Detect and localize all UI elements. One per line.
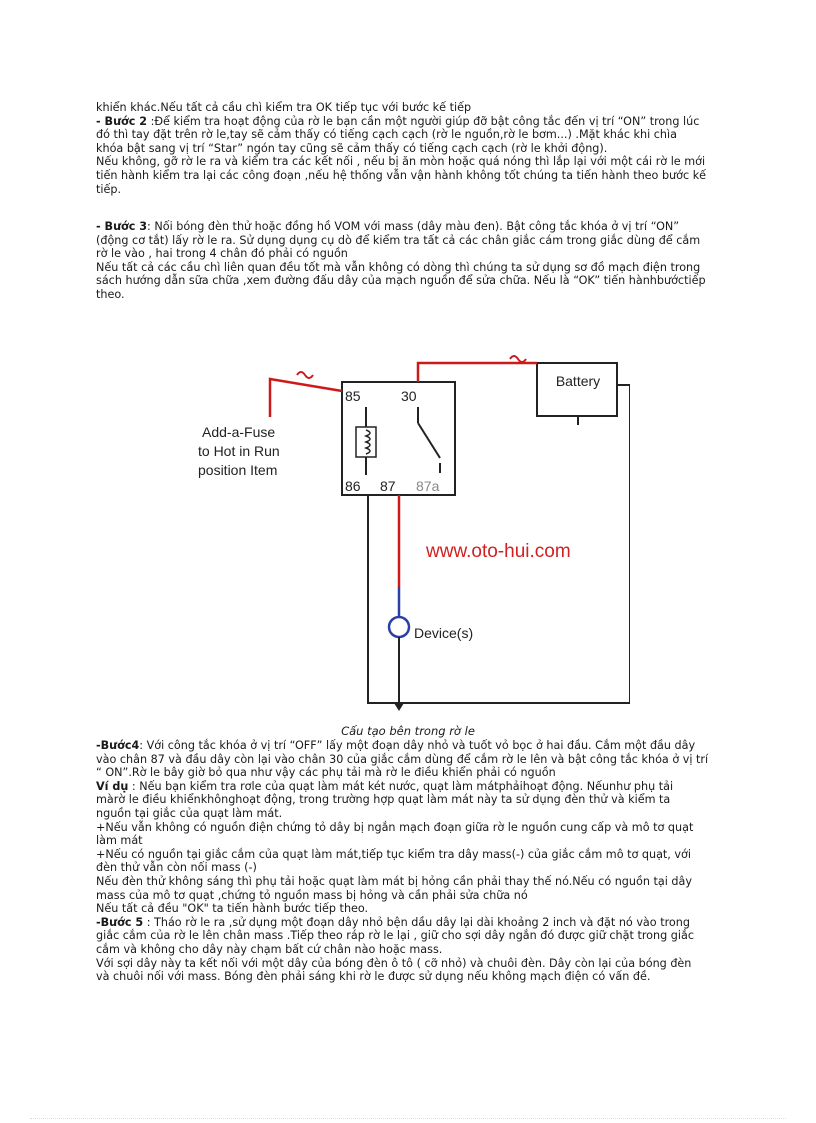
ground-arrow-icon xyxy=(394,703,404,711)
intro-text-block xyxy=(96,101,724,196)
text-line: làm mát xyxy=(96,834,143,848)
step4-5-text-block xyxy=(96,739,724,984)
step5-paragraph xyxy=(96,916,724,930)
text-line: vào chân 87 và đầu dây còn lại vào chân 30 của giắc cắm dùng để cắm rờ le lên và bật công tắc khóa ở vị trí xyxy=(96,752,709,766)
step4-label: -Bước4 xyxy=(96,739,140,752)
page-bottom-border xyxy=(30,1118,786,1119)
text-line: và chuôi nối với mass. Bóng đèn phải sáng khi rờ le được sử dụng nếu không mạch điện có vấn đề. xyxy=(96,970,651,984)
text-line: mass của mô tơ quạt ,chứng tỏ nguồn mass bị hỏng và cần phải sửa chữa nó xyxy=(96,888,528,902)
text-line: +Nếu vẫn không có nguồn điện chứng tỏ dây bị ngắn mạch đoạn giữa rờ le nguồn cung cấp và mô tơ quạt xyxy=(96,820,694,834)
text-line: Nếu tất cả đều "OK" ta tiến hành bước tiếp theo. xyxy=(96,902,369,916)
device-label: Device(s) xyxy=(414,625,474,641)
step2-paragraph xyxy=(96,115,724,129)
text-line: : Tháo rờ le ra ,sử dụng một đoạn dây nhỏ bện dầu dây lại dài khoảng 2 inch và đặt nó vào trong xyxy=(143,915,690,929)
relay-wiring-diagram xyxy=(190,355,630,715)
pin-85-label: 85 xyxy=(345,388,361,404)
fuse-label-line2: to Hot in Run xyxy=(198,443,280,459)
text-line: giắc cắm của rờ le lên chân mass .Tiếp theo ráp rờ le lại , giữ cho sợi dây ngắn đó được giữ chặt trong giắc xyxy=(96,929,694,943)
battery-fuse-icon xyxy=(510,356,526,362)
pin-87a-label: 87a xyxy=(416,478,440,494)
text-line: tiến hành kiểm tra lại các công đoạn ,nếu hệ thống vẫn vận hành không tốt chúng ta tiến hành theo bước kế xyxy=(96,168,707,182)
device-icon xyxy=(389,617,409,637)
text-line: “ ON”.Rờ le bây giờ bỏ qua như vậy các phụ tải mà rờ le điều khiển phải có nguồn xyxy=(96,766,556,780)
step3-label: - Bước 3 xyxy=(96,220,148,233)
text-line: Nếu tất cả các cầu chì liên quan đều tốt mà vẫn không có dòng thì chúng ta sử dụng sơ đồ mạch điện trong xyxy=(96,260,701,274)
text-line: khiển khác.Nếu tất cả cầu chì kiểm tra OK tiếp tục với bước kế tiếp xyxy=(96,101,472,114)
fuse-label-line3: position Item xyxy=(198,462,278,478)
text-line: đèn thử vẫn còn nối mass (-) xyxy=(96,861,257,875)
text-line: : Với công tắc khóa ở vị trí “OFF” lấy một đoạn dây nhỏ và tuốt vỏ bọc ở hai đầu. Cắm một đầu dây xyxy=(139,739,696,752)
text-line: :Để kiểm tra hoạt động của rờ le bạn cần một người giúp đỡ bật công tắc đến vị trí “ON” trong lúc xyxy=(147,114,700,128)
step5-label: -Bước 5 xyxy=(96,915,144,929)
step2-label: - Bước 2 xyxy=(96,114,148,128)
text-line: khóa bật sang vị trí “Star” ngón tay cũng sẽ cảm thấy có tiếng cạch cạch (rờ le khởi động). xyxy=(96,141,608,155)
text-line: đó thì tay đặt trên rờ le,tay sẽ cảm thấy có tiếng cạch cạch (rờ le nguồn,rờ le bơm...) .Mặt khác khi chìa xyxy=(96,128,677,142)
text-line: theo. xyxy=(96,287,125,301)
text-line: cắm và không cho dây này chạm bất cứ chân nào hoặc mass. xyxy=(96,942,443,956)
pin-87-label: 87 xyxy=(380,478,396,494)
example-label: Ví dụ xyxy=(96,779,129,793)
text-line: : Nếu bạn kiểm tra rơle của quạt làm mát két nước, quạt làm mátphảihoạt động. Nếunhư phụ tải xyxy=(128,779,674,793)
pin-30-label: 30 xyxy=(401,388,417,404)
battery-wire xyxy=(418,363,537,382)
text-line: tiếp. xyxy=(96,182,122,196)
battery-label: Battery xyxy=(555,373,601,389)
fuse-wire xyxy=(270,379,342,417)
fuse-icon xyxy=(297,372,313,378)
text-line: (động cơ tắt) lấy rờ le ra. Sử dụng dụng cụ dò để kiểm tra tất cả các chân giắc cám trong giắc dùng để cắm xyxy=(96,233,701,247)
text-line: sách hướng dẫn sữa chữa ,xem đường đấu dây của mạch nguồn để sửa chữa. Nếu là “OK” tiến hànhbướctiếp xyxy=(96,274,706,288)
text-line: Nếu đèn thử không sáng thì phụ tải hoặc quạt làm mát bị hỏng cần phải thay thế nó.Nếu có nguồn tại dây xyxy=(96,874,692,888)
text-line: nguồn tại giắc của quạt làm mát. xyxy=(96,806,283,820)
battery-box xyxy=(537,363,617,416)
text-line: Với sợi dây này ta kết nối với một dây của bóng đèn ô tô ( cỡ nhỏ) và chuôi đèn. Dây còn lại của bóng đèn xyxy=(96,956,692,970)
example-paragraph xyxy=(96,780,724,794)
step3-paragraph xyxy=(96,220,724,234)
text-line: màrờ le điều khiểnkhônghoạt động, trong trường hợp quạt làm mát này ta sử dụng đèn thử và kiểm ta xyxy=(96,793,671,807)
text-line: rờ le vào , hai trong 4 chân đó phải có nguồn xyxy=(96,247,348,261)
text-line: +Nếu có nguồn tại giắc cắm của quạt làm mát,tiếp tục kiểm tra dây mass(-) của giắc cắm mô tơ quạt, với xyxy=(96,847,691,861)
text-line: : Nối bóng đèn thử hoặc đồng hồ VOM với mass (dây màu đen). Bật công tắc khóa ở vị trí “ON” xyxy=(147,220,680,233)
fuse-label-line1: Add-a-Fuse xyxy=(202,424,276,440)
text-line: Nếu không, gỡ rờ le ra và kiểm tra các kết nối , nếu bị ăn mòn hoặc quá nóng thì lắp lại với một cái rờ le mới xyxy=(96,155,706,169)
step4-paragraph xyxy=(96,739,724,753)
step3-text-block xyxy=(96,220,724,302)
pin-86-label: 86 xyxy=(345,478,361,494)
figure-caption: Cấu tạo bên trong rờ le xyxy=(341,724,475,738)
website-watermark: www.oto-hui.com xyxy=(426,541,571,562)
